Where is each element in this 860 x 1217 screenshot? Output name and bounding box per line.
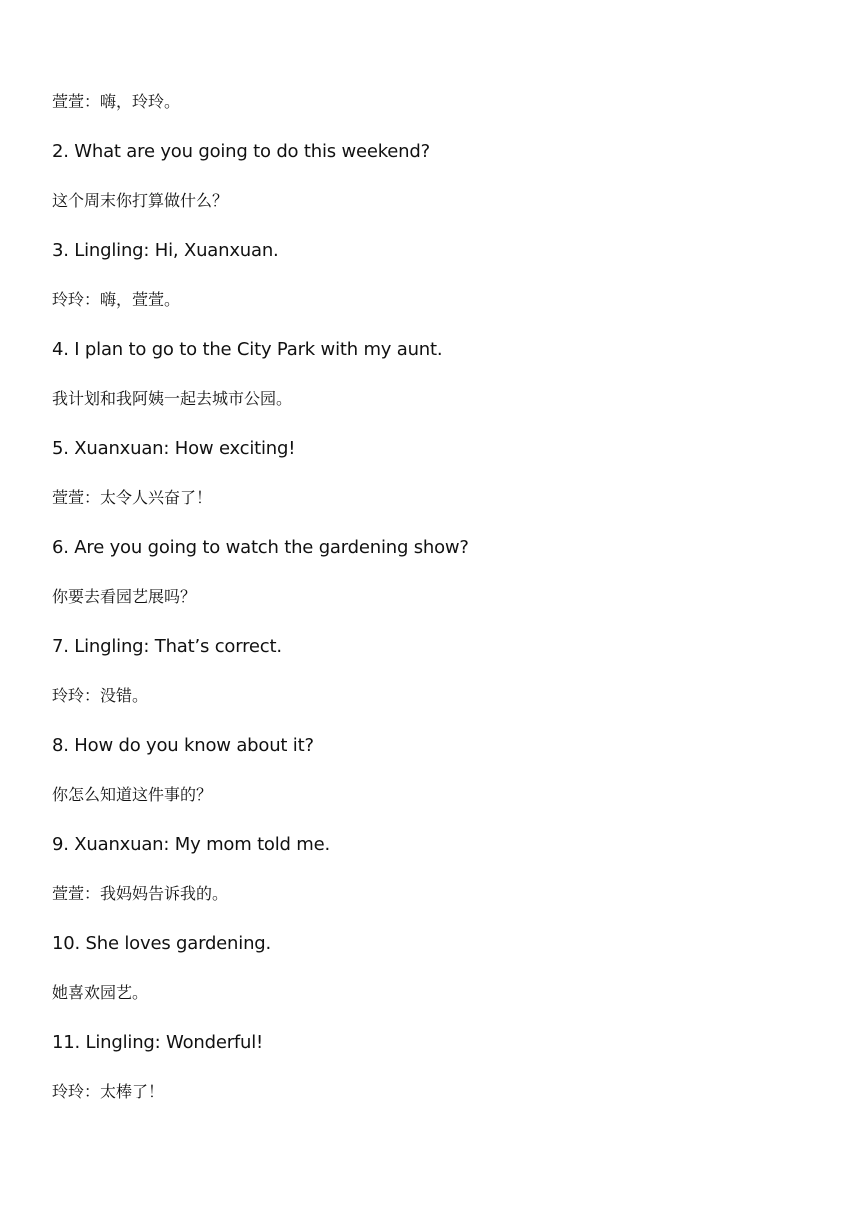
- dialogue-line-chinese: 萱萱：太令人兴奋了！: [52, 488, 213, 507]
- dialogue-line-english: 10. She loves gardening.: [52, 932, 272, 954]
- dialogue-line-chinese: 玲玲：太棒了！: [52, 1082, 165, 1101]
- dialogue-line-chinese: 我计划和我阿姨一起去城市公园。: [52, 389, 293, 408]
- dialogue-line-english: 2. What are you going to do this weekend?: [52, 140, 430, 162]
- dialogue-line-english: 11. Lingling: Wonderful!: [52, 1031, 264, 1053]
- dialogue-line-english: 6. Are you going to watch the gardening show?: [52, 536, 469, 558]
- dialogue-line-chinese: 玲玲：嗨，萱萱。: [52, 290, 181, 309]
- dialogue-line-english: 7. Lingling: That’s correct.: [52, 635, 282, 657]
- dialogue-line-english: 3. Lingling: Hi, Xuanxuan.: [52, 239, 279, 261]
- dialogue-line-chinese: 萱萱：嗨，玲玲。: [52, 92, 181, 111]
- dialogue-line-english: 5. Xuanxuan: How exciting!: [52, 437, 296, 459]
- dialogue-line-chinese: 萱萱：我妈妈告诉我的。: [52, 884, 229, 903]
- dialogue-line-chinese: 这个周末你打算做什么？: [52, 191, 229, 210]
- dialogue-line-english: 8. How do you know about it?: [52, 734, 314, 756]
- dialogue-line-chinese: 她喜欢园艺。: [52, 983, 149, 1002]
- dialogue-line-chinese: 玲玲：没错。: [52, 686, 149, 705]
- dialogue-line-chinese: 你要去看园艺展吗？: [52, 587, 197, 606]
- dialogue-line-chinese: 你怎么知道这件事的？: [52, 785, 213, 804]
- dialogue-line-english: 9. Xuanxuan: My mom told me.: [52, 833, 331, 855]
- dialogue-lines: [52, 88, 812, 1128]
- dialogue-line-english: 4. I plan to go to the City Park with my aunt.: [52, 338, 443, 360]
